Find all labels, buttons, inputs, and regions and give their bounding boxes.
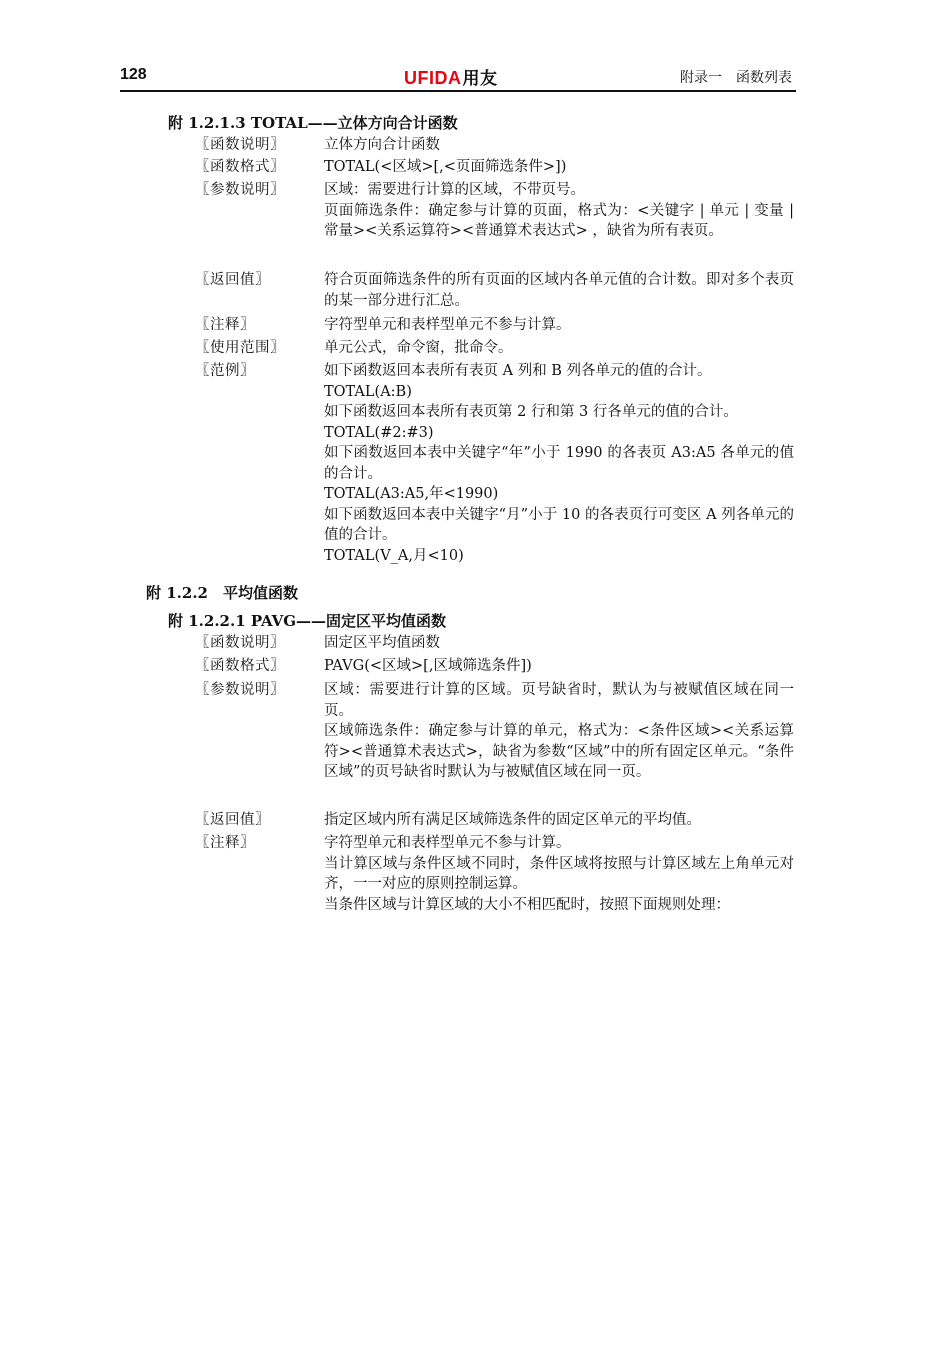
entry-body: [324, 656, 794, 677]
brand-en: UFIDA: [404, 68, 462, 88]
entry-text: 区域：需要进行计算的区域，不带页号。: [324, 182, 585, 198]
entry-label: 〖参数说明〗: [195, 682, 285, 698]
entry-body: [324, 810, 794, 831]
ufida-logo: [404, 64, 498, 89]
entry-body: [324, 315, 794, 336]
entry-body: [324, 833, 794, 915]
entry-text: 如下函数返回本表所有表页第 2 行和第 3 行各单元的值的合计。: [324, 404, 738, 420]
entry-body: [324, 180, 794, 242]
entry-label: 〖返回值〗: [195, 812, 270, 828]
entry-label: 〖注释〗: [195, 835, 255, 851]
entry-label: 〖函数说明〗: [195, 137, 285, 153]
entry-label: 〖注释〗: [195, 317, 255, 333]
entry-label: 〖函数格式〗: [195, 658, 285, 674]
entry-body: [324, 270, 794, 311]
entry-label: 〖函数说明〗: [195, 635, 285, 651]
entry-body: [324, 338, 794, 359]
entry-code: TOTAL(#2:#3): [324, 424, 434, 441]
entry-body: [324, 135, 794, 156]
page-header: [120, 64, 796, 92]
entry-label: 〖使用范围〗: [195, 340, 285, 356]
entry-text: 字符型单元和表样型单元不参与计算。: [324, 317, 571, 333]
page-number: 128: [120, 66, 147, 83]
entry-text: 区域：需要进行计算的区域。页号缺省时，默认为与被赋值区域在同一页。: [324, 682, 794, 719]
total-heading: 附 1.2.1.3 TOTAL——立体方向合计函数: [168, 114, 458, 132]
entry-body: [324, 680, 794, 783]
entry-text: 立体方向合计函数: [324, 137, 440, 153]
entry-text: 符合页面筛选条件的所有页面的区域内各单元值的合计数。即对多个表页的某一部分进行汇总。: [324, 272, 794, 309]
entry-code: TOTAL(V_A,月<10): [324, 547, 464, 564]
entry-text: 当条件区域与计算区域的大小不相匹配时，按照下面规则处理：: [324, 896, 730, 913]
entry-text: 固定区平均值函数: [324, 635, 440, 651]
entry-text: 页面筛选条件：确定参与计算的页面，格式为：<关键字 | 单元 | 变量 | 常量><关系运算符><普通算术表达式> ，缺省为所有表页。: [324, 202, 794, 239]
entry-body: [324, 361, 794, 566]
entry-text: TOTAL(<区域>[,<页面筛选条件>]): [324, 159, 567, 175]
entry-text: PAVG(<区域>[,区域筛选条件]): [324, 658, 532, 674]
entry-label: 〖范例〗: [195, 363, 255, 379]
entry-text: 字符型单元和表样型单元不参与计算。: [324, 835, 571, 851]
entry-body: [324, 633, 794, 654]
entry-text: 指定区域内所有满足区域筛选条件的固定区单元的平均值。: [324, 812, 701, 828]
entry-text: 如下函数返回本表中关键字“年”小于 1990 的各表页 A3:A5 各单元的值的合计。: [324, 445, 794, 482]
entry-code: TOTAL(A3:A5,年<1990): [324, 486, 499, 502]
entry-text: 如下函数返回本表中关键字“月”小于 10 的各表页行可变区 A 列各单元的值的合计。: [324, 506, 794, 543]
entry-text: 区域筛选条件：确定参与计算的单元，格式为：<条件区域><关系运算符><普通算术表达式>，缺省为参数“区域”中的所有固定区单元。“条件区域”的页号缺省时默认为与被赋值区域在同一页。: [324, 723, 794, 780]
pavg-heading: 附 1.2.2.1 PAVG——固定区平均值函数: [168, 612, 447, 630]
entry-text: 如下函数返回本表所有表页 A 列和 B 列各单元的值的合计。: [324, 363, 712, 379]
header-section-title: 附录一 函数列表: [680, 70, 792, 86]
entry-text: 单元公式，命令窗，批命令。: [324, 340, 513, 356]
entry-code: TOTAL(A:B): [324, 383, 412, 400]
entry-label: 〖参数说明〗: [195, 182, 285, 198]
entry-text: 当计算区域与条件区域不同时，条件区域将按照与计算区域左上角单元对齐，一一对应的原则控制运算。: [324, 855, 794, 892]
average-section-heading: 附 1.2.2 平均值函数: [146, 584, 298, 602]
entry-body: [324, 157, 794, 178]
entry-label: 〖返回值〗: [195, 272, 270, 288]
entry-label: 〖函数格式〗: [195, 159, 285, 175]
brand-cn: 用友: [462, 69, 498, 88]
